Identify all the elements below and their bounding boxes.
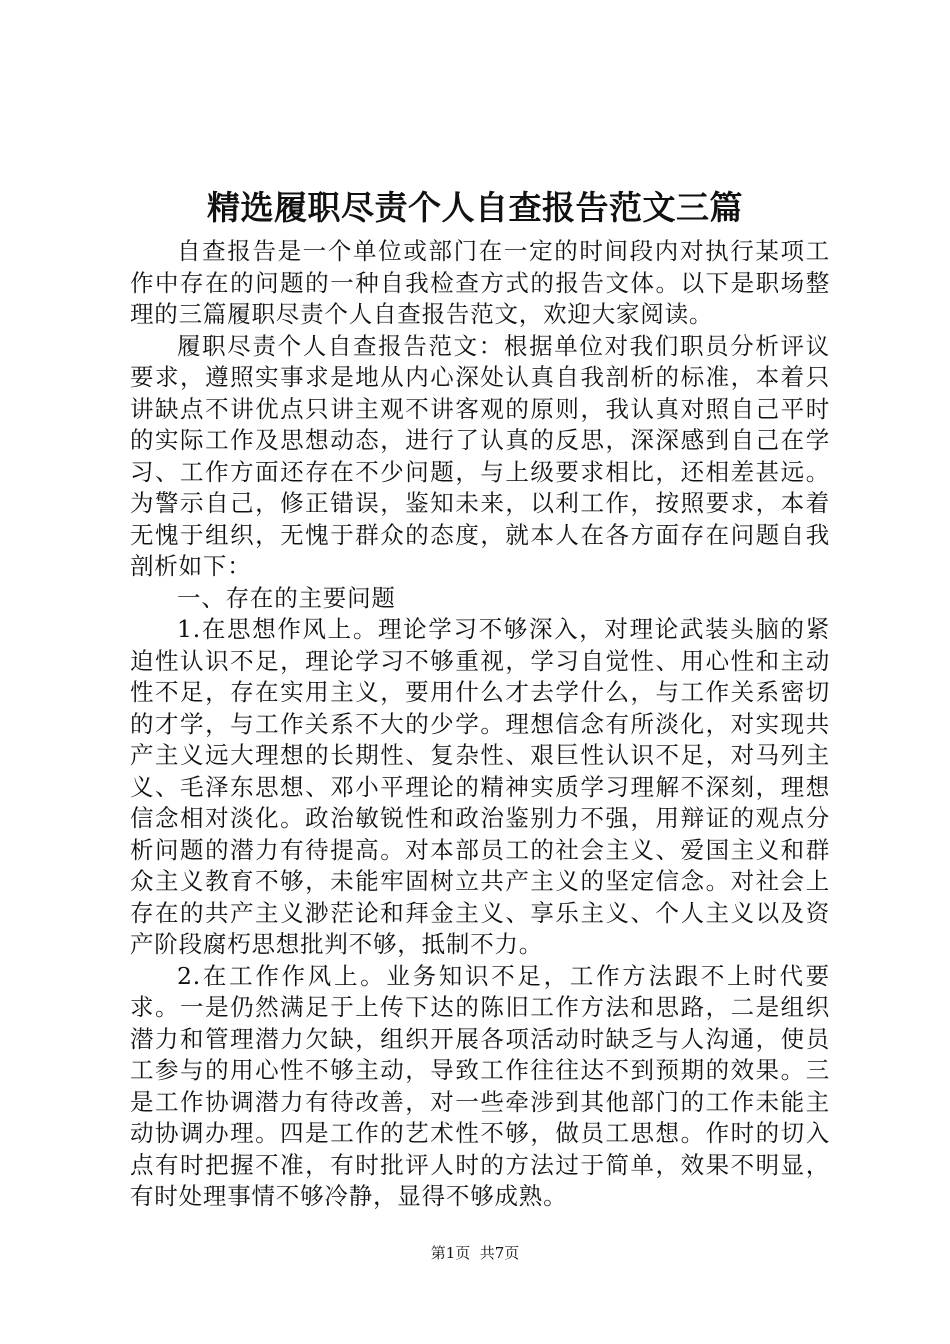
paragraph-sample-report: 履职尽责个人自查报告范文：根据单位对我们职员分析评议要求，遵照实事求是地从内心深处认真自我剖析的标准，本着只讲缺点不讲优点只讲主观不讲客观的原则，我认真对照自己平时的实际工作及思想动态，进行了认真的反思，深深感到自己在学习、工作方面还存在不少问题，与上级要求相比，还相差甚远。为警示自己，修正错误，鉴知未来，以利工作，按照要求，本着无愧于组织，无愧于群众的态度，就本人在各方面存在问题自我剖析如下： — [130, 331, 830, 580]
page-number-label: 第1页 共7页 — [430, 1244, 520, 1262]
page-footer — [0, 1243, 950, 1263]
document-body — [130, 236, 830, 1213]
document-title: 精选履职尽责个人自查报告范文三篇 — [207, 188, 743, 227]
section-heading-main-problems: 一、存在的主要问题 — [177, 583, 396, 612]
paragraph-work-style: 2.在工作作风上。业务知识不足，工作方法跟不上时代要求。一是仍然满足于上传下达的陈旧工作方法和思路，二是组织潜力和管理潜力欠缺，组织开展各项活动时缺乏与人沟通，使员工参与的用心性不够主动，导致工作往往达不到预期的效果。三是工作协调潜力有待改善，对一些牵涉到其他部门的工作未能主动协调办理。四是工作的艺术性不够，做员工思想。作时的切入点有时把握不准，有时批评人时的方法过于简单，效果不明显，有时处理事情不够冷静，显得不够成熟。 — [130, 961, 830, 1210]
paragraph-ideological-style: 1.在思想作风上。理论学习不够深入，对理论武装头脑的紧迫性认识不足，理论学习不够重视，学习自觉性、用心性和主动性不足，存在实用主义，要用什么才去学什么，与工作关系密切的才学，与工作关系不大的少学。理想信念有所淡化，对实现共产主义远大理想的长期性、复杂性、艰巨性认识不足，对马列主义、毛泽东思想、邓小平理论的精神实质学习理解不深刻，理想信念相对淡化。政治敏锐性和政治鉴别力不强，用辩证的观点分析问题的潜力有待提高。对本部员工的社会主义、爱国主义和群众主义教育不够，未能牢固树立共产主义的坚定信念。对社会上存在的共产主义渺茫论和拜金主义、享乐主义、个人主义以及资产阶段腐朽思想批判不够，抵制不力。 — [130, 615, 830, 958]
paragraph-intro: 自查报告是一个单位或部门在一定的时间段内对执行某项工作中存在的问题的一种自我检查方式的报告文体。以下是职场整理的三篇履职尽责个人自查报告范文，欢迎大家阅读。 — [130, 237, 830, 328]
